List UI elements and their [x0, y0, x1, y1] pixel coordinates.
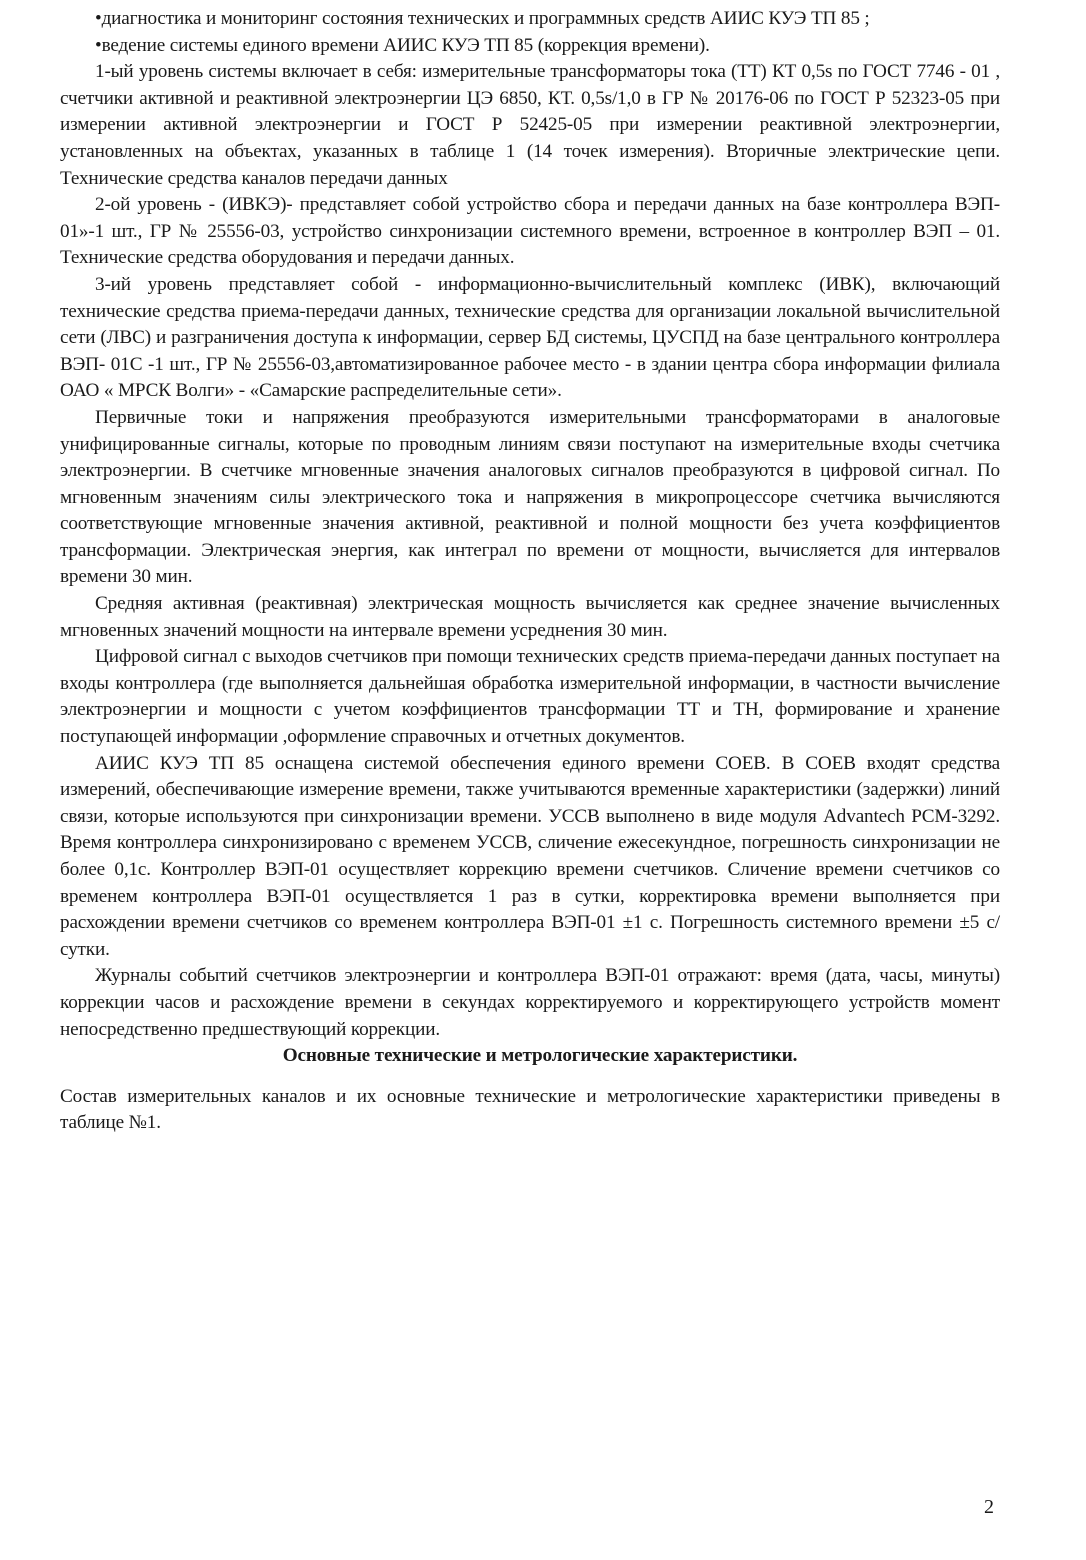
paragraph-digital-signal: Цифровой сигнал с выходов счетчиков при помощи технических средств приема-передачи данных поступает на входы контроллера (где выполняется дальнейшая обработка измерительной информации, в частности вычисление электроэнергии и мощности с учетом коэффициентов трансформации ТТ и ТН, формирование и хранение поступающей информации ,оформление справочных и отчетных документов.	[60, 646, 1000, 748]
page-number: 2	[984, 1496, 994, 1518]
paragraph-time-system: АИИС КУЭ ТП 85 оснащена системой обеспечения единого времени СОЕВ. В СОЕВ входят средства измерений, обеспечивающие измерение времени, также учитываются временные характеристики (задержки) линий связи, которые используются при синхронизации времени. УССВ выполнено в виде модуля Advantech PCM-3292. Время контроллера синхронизировано с временем УССВ, сличение ежесекундное, погрешность синхронизации не более 0,1с. Контроллер ВЭП-01 осуществляет коррекцию времени счетчиков. Сличение времени счетчиков со временем контроллера ВЭП-01 осуществляется 1 раз в сутки, корректировка времени выполняется при расхождении времени счетчиков со временем контроллера ВЭП-01 ±1 с. Погрешность системного времени ±5 с/сутки.	[60, 752, 1000, 960]
bullet-diagnostics: •диагностика и мониторинг состояния технических и программных средств АИИС КУЭ ТП 85 ;	[95, 8, 870, 29]
paragraph-primary-currents: Первичные токи и напряжения преобразуются измерительными трансформаторами в аналоговые унифицированные сигналы, которые по проводным линиям связи поступают на измерительные входы счетчика электроэнергии. В счетчике мгновенные значения аналоговых сигналов преобразуются в цифровой сигнал. По мгновенным значениям силы электрического тока и напряжения в микропроцессоре счетчика вычисляются соответствующие мгновенные значения активной, реактивной и полной мощности без учета коэффициентов трансформации. Электрическая энергия, как интеграл по времени от мощности, вычисляется для интервалов времени 30 мин.	[60, 406, 1000, 588]
paragraph-level-1: 1-ый уровень системы включает в себя: измерительные трансформаторы тока (ТТ) КТ 0,5s по ГОСТ 7746 - 01 , счетчики активной и реактивной электроэнергии ЦЭ 6850, КТ. 0,5s/1,0 в ГР № 20176-06 по ГОСТ Р 52323-05 при измерении активной электроэнергии и ГОСТ Р 52425-05 при измерении реактивной электроэнергии, установленных на объектах, указанных в таблице 1 (14 точек измерения). Вторичные электрические цепи. Технические средства каналов передачи данных	[60, 61, 1000, 189]
bullet-time-system: •ведение системы единого времени АИИС КУЭ ТП 85 (коррекция времени).	[95, 34, 710, 56]
paragraph-table-reference: Состав измерительных каналов и их основные технические и метрологические характеристики приведены в таблице №1.	[60, 1085, 1000, 1134]
paragraph-level-3: 3-ий уровень представляет собой - информационно-вычислительный комплекс (ИВК), включающий технические средства приема-передачи данных, технические средства для организации локальной вычислительной сети (ЛВС) и разграничения доступа к информации, сервер БД системы, ЦУСПД на базе центрального контроллера ВЭП- 01С -1 шт., ГР № 25556-03,автоматизированное рабочее место - в здании центра сбора информации филиала ОАО « МРСК Волги» - «Самарские распределительные сети».	[60, 273, 1000, 402]
paragraph-event-logs: Журналы событий счетчиков электроэнергии и контроллера ВЭП-01 отражают: время (дата, часы, минуты) коррекции часов и расхождение времени в секундах корректируемого и корректирующего устройств момент непосредственно предшествующий коррекции.	[60, 965, 1000, 1040]
paragraph-level-2: 2-ой уровень - (ИВКЭ)- представляет собой устройство сбора и передачи данных на базе контроллера ВЭП- 01»-1 шт., ГР № 25556-03, устройство синхронизации системного времени, встроенное в контроллер ВЭП – 01. Технические средства оборудования и передачи данных.	[60, 194, 1000, 269]
document-page	[60, 6, 1000, 1137]
paragraph-average-power: Средняя активная (реактивная) электрическая мощность вычисляется как среднее значение вычисленных мгновенных значений мощности на интервале времени усреднения 30 мин.	[60, 593, 1000, 641]
section-heading: Основные технические и метрологические характеристики.	[282, 1045, 798, 1067]
